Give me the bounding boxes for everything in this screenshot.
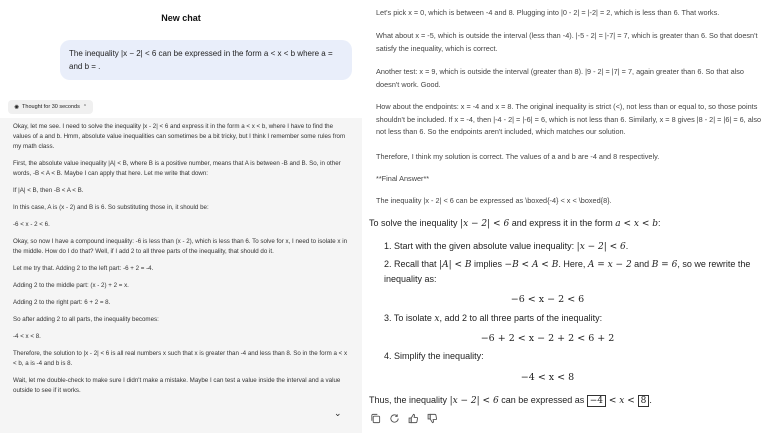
step-1: 1. Start with the given absolute value inequality: |x − 2| < 6.	[384, 241, 629, 252]
equation-1: −6 < x − 2 < 6	[510, 294, 585, 305]
step-4: 4. Simplify the inequality:	[384, 351, 484, 361]
thought-paragraph: Therefore, the solution to |x - 2| < 6 is all real numbers x such that x is greater than -4 and less than 8. So in the form a < x < b, a is -4 and b is 8.	[13, 350, 348, 367]
answer-conclusion: Thus, the inequality |x − 2| < 6 can be expressed as −4 < x < 8 .	[369, 395, 652, 406]
thought-paragraph: Okay, so now I have a compound inequality: -6 is less than (x - 2), which is less than 6. To solve for x, I need to isolate x in the middle. How do I do that? Well, if I add 2 to all three parts of the inequality, that should do it.	[13, 238, 348, 255]
thought-paragraph: First, the absolute value inequality |A| < B, where B is a positive number, means that A is between -B and B. So, in other words, -B < A < B. Maybe I can apply that here. Let me write that down:	[13, 160, 341, 177]
thought-paragraph: Adding 2 to the right part: 6 + 2 = 8.	[13, 299, 111, 306]
answer-a-box: −4	[587, 395, 606, 407]
copy-icon[interactable]	[370, 413, 381, 424]
response-actions	[370, 413, 438, 424]
thought-paragraph: Let's pick x = 0, which is between -4 and 8. Plugging into |0 - 2| = |-2| = 2, which is less than 6. That works.	[376, 8, 720, 17]
chat-panel	[0, 0, 362, 433]
thought-paragraph: Another test: x = 9, which is outside the interval (greater than 8). |9 - 2| = |7| = 7, again greater than 6. So that also doesn't work. Good.	[376, 67, 744, 89]
equation-2: −6 + 2 < x − 2 + 2 < 6 + 2	[480, 333, 615, 344]
thought-paragraph: Let me try that. Adding 2 to the left part: -6 + 2 = -4.	[13, 265, 154, 272]
step-3: 3. To isolate x, add 2 to all three parts of the inequality:	[384, 313, 603, 324]
thought-paragraph: Therefore, I think my solution is correct. The values of a and b are -4 and 8 respectively.	[376, 152, 660, 161]
thought-paragraph: Adding 2 to the middle part: (x - 2) + 2 = x.	[13, 282, 129, 289]
thought-paragraph: **Final Answer**	[376, 174, 430, 183]
equation-3: −4 < x < 8	[520, 372, 575, 383]
regenerate-icon[interactable]	[389, 413, 400, 424]
sparkle-icon: ✺	[14, 104, 20, 111]
thumbs-down-icon[interactable]	[427, 413, 438, 424]
thought-paragraph: Okay, let me see. I need to solve the inequality |x - 2| < 6 and express it in the form a < x < b, where I have to find the values of a and b. Hmm, absolute value inequalities can sometimes be a bit tricky, but I think I remember some rules from my math class.	[13, 123, 346, 150]
thought-label: Thought for 30 seconds	[22, 104, 80, 110]
thumbs-up-icon[interactable]	[408, 413, 419, 424]
thought-paragraph: If |A| < B, then -B < A < B.	[13, 187, 84, 194]
thought-paragraph: What about x = -5, which is outside the interval (less than -4). |-5 - 2| = |-7| = 7, which is greater than 6. So that doesn't satisfy the inequality, which is correct.	[376, 31, 758, 53]
thought-paragraph: -6 < x - 2 < 6.	[13, 221, 50, 228]
thought-paragraph: Wait, let me double-check to make sure I didn't make a mistake. Maybe I can test a value inside the interval and a value outside to see if it works.	[13, 377, 341, 394]
thought-toggle[interactable]	[8, 100, 93, 114]
thought-paragraph: So after adding 2 to all parts, the inequality becomes:	[13, 316, 159, 323]
scroll-down-icon[interactable]: ⌄	[334, 408, 342, 418]
thought-content[interactable]	[0, 118, 362, 433]
thought-paragraph: The inequality |x - 2| < 6 can be expressed as \boxed{-4} < x < \boxed{8}.	[376, 196, 612, 205]
thought-paragraph: How about the endpoints: x = -4 and x = 8. The original inequality is strict (<), not less than or equal to, so those points shouldn't be included. If x = -4, then |-4 - 2| = |-6| = 6, which is not less than 6. Similarly, x = 8 gives |8 - 2| = |6| = 6, also not less than 6. So the endpoints aren't included, which matches our solution.	[376, 102, 762, 136]
thought-paragraph: -4 < x < 8.	[13, 333, 41, 340]
chevron-up-icon: ⌃	[82, 104, 88, 110]
step-2: 2. Recall that |A| < B implies −B < A < B. Here, A = x − 2 and B = 6, so we rewrite the inequality as:	[384, 259, 751, 284]
answer-intro: To solve the inequality |x − 2| < 6 and express it in the form a < x < b:	[369, 218, 661, 229]
response-panel	[365, 0, 770, 433]
chat-title: New chat	[161, 13, 201, 23]
answer-b-box: 8	[638, 395, 650, 407]
thought-paragraph: In this case, A is (x - 2) and B is 6. So substituting those in, it should be:	[13, 204, 209, 211]
user-message: The inequality |x − 2| < 6 can be expressed in the form a < x < b where a = and b = .	[60, 40, 352, 80]
